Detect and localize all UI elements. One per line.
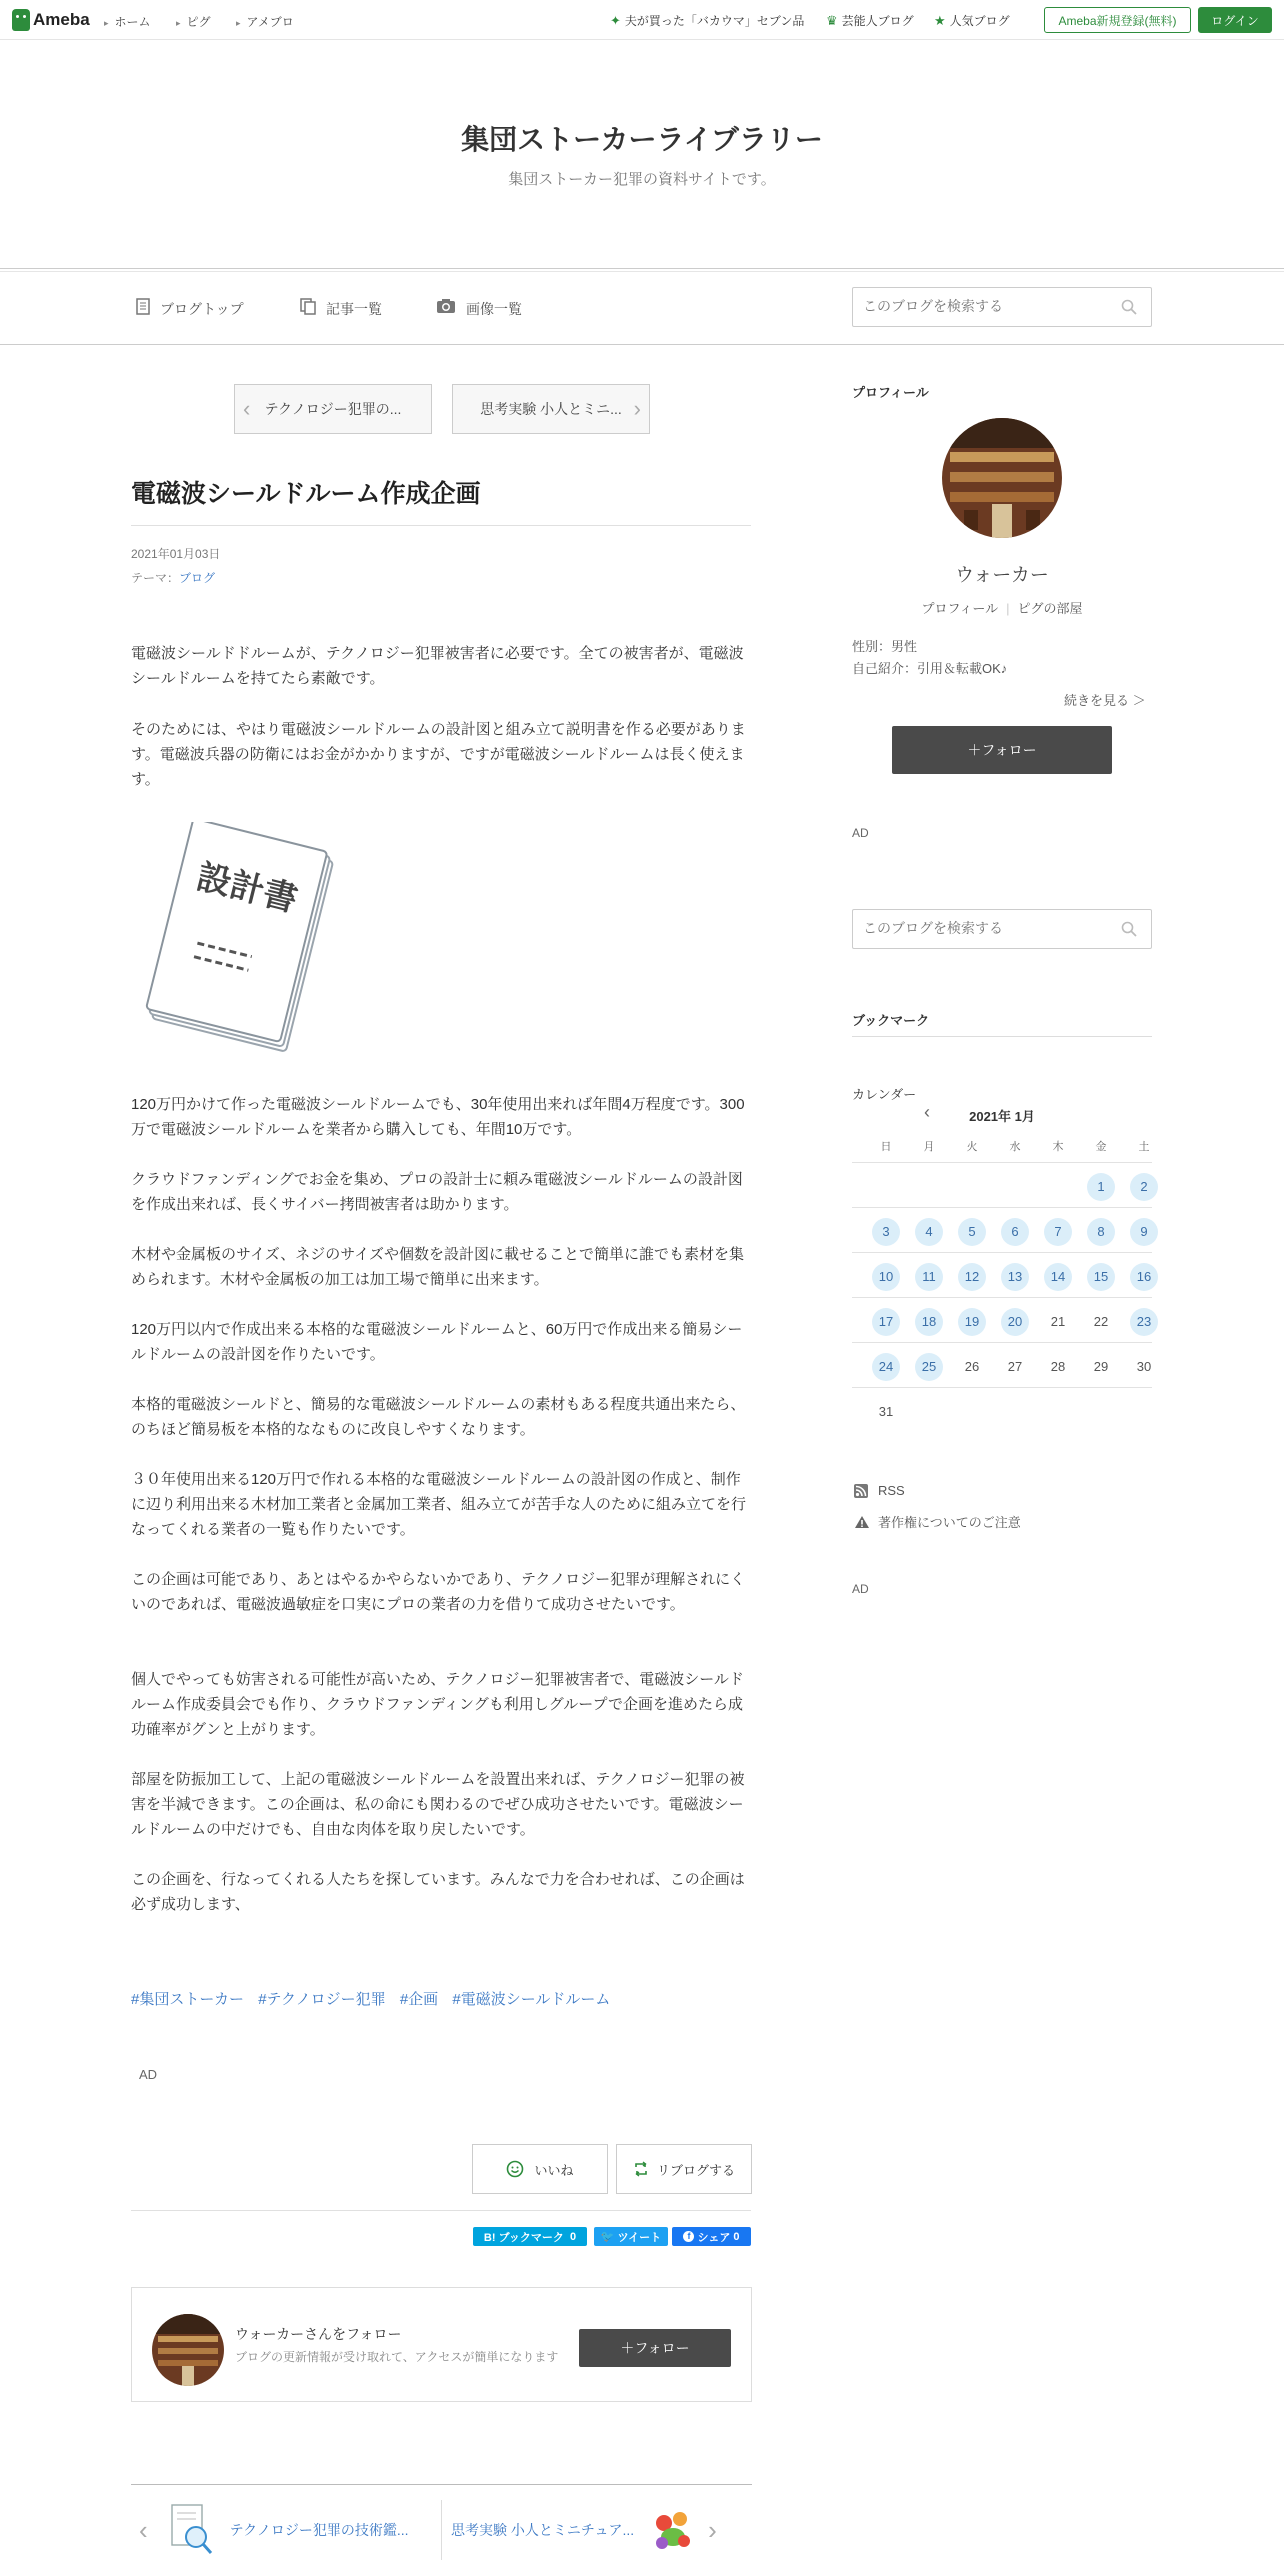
copyright-notice-link[interactable] <box>854 1512 1021 1531</box>
calendar-day: 22 <box>1093 1314 1109 1329</box>
calendar-day[interactable]: 16 <box>1130 1263 1158 1291</box>
article-paragraph: ３０年使用出来る120万円で作れる本格的な電磁波シールドルームの設計図の作成と、制作に辺り利用出来る木材加工業者と金属加工業者、組み立てが苦手な人のために組み立てを行なってくれる業者の一覧も作りたいです。 <box>131 1471 747 1538</box>
divider <box>852 1207 1152 1208</box>
profile-intro: 自己紹介：引用＆転載OK♪ <box>852 661 1008 676</box>
login-button[interactable]: ログイン <box>1198 7 1272 33</box>
calendar-weekday: 日 <box>880 1141 892 1153</box>
calendar-day: 28 <box>1050 1359 1066 1374</box>
ameba-logo-icon <box>12 9 30 31</box>
calendar-day[interactable]: 5 <box>958 1218 986 1246</box>
calendar-day: 30 <box>1136 1359 1152 1374</box>
article-paragraph: 電磁波シールドドルームが、テクノロジー犯罪被害者に必要です。全ての被害者が、電磁波シールドルームを持てたら素敵です。 <box>131 645 744 687</box>
calendar-day[interactable]: 7 <box>1044 1218 1072 1246</box>
theme-link[interactable]: ブログ <box>179 571 216 585</box>
divider <box>852 1036 1152 1037</box>
vegetables-icon <box>648 2503 698 2557</box>
follow-note: ブログの更新情報が受け取れて、アクセスが簡単になります <box>235 2350 559 2364</box>
hashtag-link[interactable]: #電磁波シールドルーム <box>452 1991 611 2008</box>
tab-label: 画像一覧 <box>466 300 522 317</box>
search-input[interactable] <box>863 288 1103 324</box>
calendar-day[interactable]: 11 <box>915 1263 943 1291</box>
calendar-day[interactable]: 1 <box>1087 1173 1115 1201</box>
nav-home-link[interactable]: ▸ ホーム <box>104 13 151 30</box>
rss-label: RSS <box>878 1483 905 1498</box>
tab-label: 記事一覧 <box>326 301 382 317</box>
calendar-day[interactable]: 14 <box>1044 1263 1072 1291</box>
article-paragraph: 120万円かけて作った電磁波シールドルームでも、30年使用出来れば年間4万程度です。300万で電磁波シールドルームを業者から購入しても、年間10万です。 <box>131 1096 745 1138</box>
ad-label: AD <box>852 1582 869 1596</box>
next-article-button[interactable] <box>452 384 650 434</box>
article-paragraph: この企画を、行なってくれる人たちを探しています。みんなで力を合わせれば、この企画は必ず成功します、 <box>131 1871 745 1913</box>
ad-label: AD <box>852 826 869 840</box>
sidebar-search-box <box>852 909 1152 949</box>
calendar-day[interactable]: 18 <box>915 1308 943 1336</box>
like-label: いいね <box>534 2162 574 2178</box>
ad-label: AD <box>139 2067 158 2082</box>
twitter-bird-icon: 🐦 <box>600 2231 615 2243</box>
illustration-text: 設計書 <box>192 856 302 921</box>
next-article-label: 思考実験 小人とミニ... <box>480 401 622 417</box>
search-input[interactable] <box>863 910 1103 946</box>
calendar-day[interactable]: 25 <box>915 1353 943 1381</box>
logo-text: Ameba <box>33 10 90 29</box>
calendar-day[interactable]: 3 <box>872 1218 900 1246</box>
calendar-day[interactable]: 2 <box>1130 1173 1158 1201</box>
pigg-room-link[interactable]: ピグの部屋 <box>1017 601 1083 616</box>
profile-links: プロフィール | ピグの部屋 <box>921 601 1083 616</box>
divider <box>441 2500 442 2560</box>
profile-avatar[interactable] <box>942 418 1062 538</box>
calendar-day: 26 <box>964 1359 980 1374</box>
calendar-weekday: 土 <box>1138 1141 1150 1153</box>
star-icon: ★ <box>934 12 946 28</box>
blog-title[interactable]: 集団ストーカーライブラリー <box>461 124 823 155</box>
divider <box>131 2210 751 2211</box>
document-icon <box>136 298 150 320</box>
hatena-bookmark-button[interactable] <box>473 2227 587 2246</box>
top-link-popular[interactable] <box>934 12 1010 29</box>
calendar-month: 2021年 1月 <box>969 1109 1035 1124</box>
bottom-next-article[interactable] <box>451 2500 752 2560</box>
calendar-day: 27 <box>1007 1359 1023 1374</box>
calendar-day: 29 <box>1093 1359 1109 1374</box>
calendar-day[interactable]: 19 <box>958 1308 986 1336</box>
article-paragraph: この企画は可能であり、あとはやるかやらないかであり、テクノロジー犯罪が理解されにくいのであれば、電磁波過敏症を口実にプロの業者の力を借りて成功させたいです。 <box>131 1571 746 1613</box>
hashtag-link[interactable]: #集団ストーカー <box>131 1991 245 2008</box>
search-icon[interactable] <box>1121 921 1137 937</box>
profile-link[interactable]: プロフィール <box>921 601 999 616</box>
like-button[interactable] <box>472 2144 608 2194</box>
article-paragraph: 120万円以内で作成出来る本格的な電磁波シールドルームと、60万円で作成出来る簡易シールドルームの設計図を作りたいです。 <box>131 1321 743 1363</box>
tweet-label: ツイート <box>617 2231 662 2244</box>
article-paragraph: クラウドファンディングでお金を集め、プロの設計士に頼み電磁波シールドルームの設計図を作成出来れば、長くサイバー拷問被害者は助かります。 <box>131 1171 743 1213</box>
hatena-count: 0 <box>569 2230 577 2243</box>
calendar-day[interactable]: 4 <box>915 1218 943 1246</box>
divider <box>852 1342 1152 1343</box>
blog-search-box <box>852 287 1152 327</box>
chevron-right-icon: › <box>633 396 641 421</box>
calendar-day[interactable]: 17 <box>872 1308 900 1336</box>
divider <box>131 2484 752 2485</box>
chevron-left-icon: ‹ <box>243 396 251 421</box>
rss-link[interactable] <box>854 1483 905 1498</box>
follow-box <box>131 2287 752 2402</box>
register-button[interactable]: Ameba新規登録(無料) <box>1044 7 1191 33</box>
theme-prefix: テーマ： <box>131 571 180 585</box>
bottom-prev-article[interactable] <box>131 2500 441 2560</box>
tab-blog-top[interactable] <box>136 298 244 320</box>
calendar-day[interactable]: 20 <box>1001 1308 1029 1336</box>
blueprint-illustration <box>138 822 348 1054</box>
ameba-logo[interactable] <box>12 8 90 32</box>
warning-icon <box>854 1515 870 1529</box>
calendar-day: 31 <box>878 1404 894 1419</box>
crown-icon: ♛ <box>826 12 838 28</box>
follow-button[interactable]: ＋フォロー <box>579 2329 731 2367</box>
profile-gender: 性別：男性 <box>852 639 918 654</box>
smile-icon <box>506 2160 524 2178</box>
bottom-prev-label: テクノロジー犯罪の技術鑑... <box>229 2522 409 2538</box>
article-paragraph: 本格的電磁波シールドと、簡易的な電磁波シールドルームの素材もある程度共通出来たら、のちほど簡易板を本格的ななものに改良しやすくなります。 <box>131 1396 746 1438</box>
calendar-weekday: 水 <box>1009 1141 1021 1153</box>
calendar-day[interactable]: 8 <box>1087 1218 1115 1246</box>
top-link-label: 人気ブログ <box>949 14 1010 28</box>
prev-article-label: テクノロジー犯罪の... <box>264 401 402 417</box>
rss-icon <box>854 1484 868 1498</box>
facebook-icon: f <box>683 2231 694 2242</box>
article-date: 2021年01月03日 <box>131 547 221 561</box>
follow-button[interactable]: ＋フォロー <box>892 726 1112 774</box>
tab-article-list[interactable] <box>300 298 382 320</box>
copy-icon <box>300 298 316 320</box>
calendar-weekday: 火 <box>966 1141 978 1153</box>
article-paragraph: 木材や金属板のサイズ、ネジのサイズや個数を設計図に載せることで簡単に誰でも素材を集められます。木材や金属板の加工は加工場で簡単に出来ます。 <box>131 1246 745 1288</box>
calendar-day[interactable]: 10 <box>872 1263 900 1291</box>
nav-ameblo-link[interactable]: ▸ アメブロ <box>236 13 294 30</box>
copyright-label: 著作権についてのご注意 <box>878 1515 1021 1530</box>
tab-image-list[interactable] <box>436 298 522 319</box>
camera-icon <box>436 298 456 319</box>
facebook-label: シェア <box>697 2231 731 2244</box>
sparkle-icon: ✦ <box>610 12 621 28</box>
calendar-weekday: 木 <box>1052 1141 1064 1153</box>
calendar-day[interactable]: 12 <box>958 1263 986 1291</box>
calendar-day[interactable]: 13 <box>1001 1263 1029 1291</box>
article-paragraph: そのためには、やはり電磁波シールドルームの設計図と組み立て説明書を作る必要があります。電磁波兵器の防衛にはお金がかかりますが、ですが電磁波シールドルームは長く使えます。 <box>131 721 746 788</box>
read-more-link[interactable]: 続きを見る ＞ <box>1064 693 1146 708</box>
calendar-day[interactable]: 15 <box>1087 1263 1115 1291</box>
follow-name: ウォーカーさんをフォロー <box>235 2326 402 2342</box>
divider <box>852 1162 1152 1163</box>
calendar-day[interactable]: 9 <box>1130 1218 1158 1246</box>
bookmark-heading: ブックマーク <box>852 1013 930 1028</box>
divider <box>852 1252 1152 1253</box>
tab-label: ブログトップ <box>160 301 244 317</box>
calendar-weekday: 金 <box>1095 1141 1107 1153</box>
article-paragraph: 部屋を防振加工して、上記の電磁波シールドルームを設置出来れば、テクノロジー犯罪の被害を半減できます。この企画は、私の命にも関わるのでぜひ成功させたいです。電磁波シールドルームの中だけでも、自由な肉体を取り戻したいです。 <box>131 1771 745 1838</box>
hatena-label: B! ブックマーク <box>483 2231 564 2244</box>
top-bar <box>0 0 1284 40</box>
article-theme <box>131 569 215 586</box>
top-link-label: 芸能人ブログ <box>841 14 914 28</box>
hashtag-link[interactable]: #企画 <box>399 1991 439 2008</box>
search-icon[interactable] <box>1121 299 1137 315</box>
profile-name[interactable]: ウォーカー <box>955 565 1049 586</box>
blog-description: 集団ストーカー犯罪の資料サイトです。 <box>508 171 776 188</box>
hashtag-list <box>131 1988 610 2009</box>
facebook-share-button[interactable] <box>672 2227 751 2246</box>
article-paragraph: 個人でやっても妨害される可能性が高いため、テクノロジー犯罪被害者で、電磁波シールドルーム作成委員会でも作り、クラウドファンディングも利用しグループで企画を進めたら成功確率がグンと上がります。 <box>131 1671 744 1738</box>
bottom-next-label: 思考実験 小人とミニチュア... <box>451 2522 635 2538</box>
top-link-label: 夫が買った「バカウマ」セブン品 <box>624 14 805 28</box>
doc-magnifier-icon <box>168 2503 214 2557</box>
reblog-button[interactable] <box>616 2144 752 2194</box>
divider <box>852 1297 1152 1298</box>
calendar-day[interactable]: 23 <box>1130 1308 1158 1336</box>
divider <box>852 1387 1152 1388</box>
profile-heading: プロフィール <box>852 385 929 400</box>
divider <box>131 525 751 526</box>
facebook-count: 0 <box>733 2230 740 2243</box>
calendar-day: 21 <box>1050 1314 1066 1329</box>
calendar-prev-button[interactable]: ‹ <box>924 1102 930 1122</box>
top-link-seven[interactable] <box>610 12 804 29</box>
chevron-right-icon: › <box>708 2514 717 2545</box>
reblog-icon <box>633 2161 649 2177</box>
avatar[interactable] <box>152 2314 224 2386</box>
calendar-heading: カレンダー <box>852 1087 917 1102</box>
top-link-celebrity[interactable] <box>826 12 914 29</box>
blog-navbar <box>0 268 1284 345</box>
chevron-left-icon: ‹ <box>139 2514 148 2545</box>
prev-article-button[interactable] <box>234 384 432 434</box>
hashtag-link[interactable]: #テクノロジー犯罪 <box>258 1991 386 2008</box>
nav-pigg-link[interactable]: ▸ ピグ <box>176 13 211 30</box>
calendar-day[interactable]: 24 <box>872 1353 900 1381</box>
article-title[interactable]: 電磁波シールドルーム作成企画 <box>131 480 481 508</box>
calendar-day[interactable]: 6 <box>1001 1218 1029 1246</box>
reblog-label: リブログする <box>656 2162 735 2178</box>
calendar-weekday: 月 <box>923 1141 935 1153</box>
tweet-button[interactable] <box>594 2227 668 2246</box>
